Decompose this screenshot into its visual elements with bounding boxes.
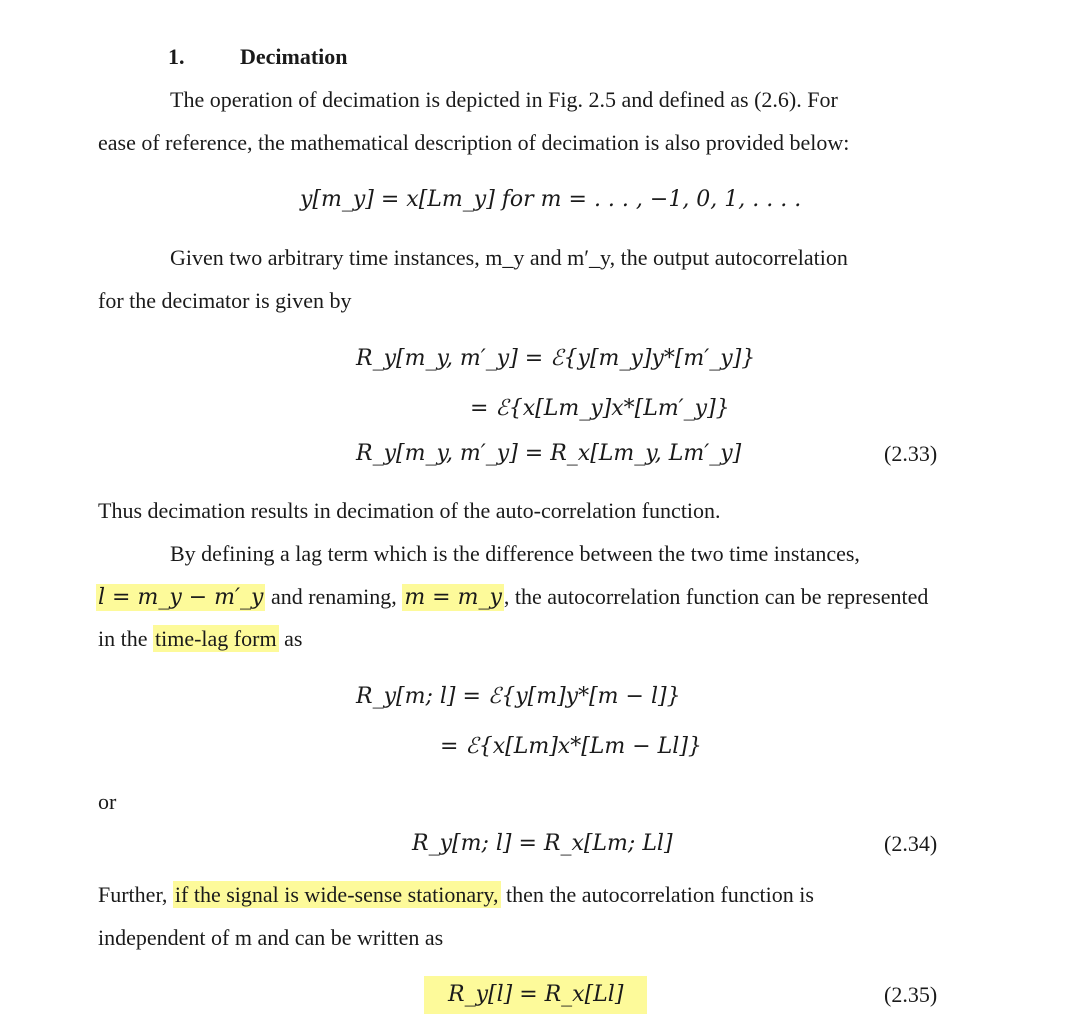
equation-number-2-34: (2.34)	[884, 831, 938, 856]
highlight-lag-definition: l = m_y − m′_y	[98, 585, 264, 610]
section-title: Decimation	[240, 44, 348, 69]
paragraph-5-line-2: independent of m and can be written as	[98, 925, 444, 950]
paragraph-5-line-1	[98, 882, 814, 908]
or-text: or	[98, 789, 117, 814]
paragraph-4-line-2	[96, 584, 928, 611]
equation-2-33-line-3: R_y[m_y, m′_y] = R_x[Lm_y, Lm′_y]	[356, 441, 742, 466]
equation-2-34-line-1: R_y[m; l] = ℰ{y[m]y*[m − l]}	[356, 684, 681, 709]
equation-2-35: R_y[l] = R_x[Ll]	[424, 976, 647, 1014]
equation-decimation: y[m_y] = x[Lm_y] for m = . . . , −1, 0, 1, . . . .	[300, 187, 802, 212]
paragraph-1-line-2: ease of reference, the mathematical description of decimation is also provided below:	[98, 130, 850, 155]
paragraph-5-end: then the autocorrelation function is	[500, 882, 814, 907]
paragraph-4-line-3-start: in the	[98, 626, 153, 651]
paragraph-4-text-end: , the autocorrelation function can be represented	[503, 584, 929, 609]
paragraph-5-start: Further,	[98, 882, 173, 907]
paragraph-3: Thus decimation results in decimation of the auto-correlation function.	[98, 498, 721, 523]
paragraph-4-text: and renaming,	[265, 584, 403, 609]
paragraph-4-line-1: By defining a lag term which is the difference between the two time instances,	[170, 541, 860, 566]
highlight-m-rename: m = m_y	[404, 585, 502, 610]
paragraph-1-line-1: The operation of decimation is depicted in Fig. 2.5 and defined as (2.6). For	[170, 87, 838, 112]
equation-2-34-line-3: R_y[m; l] = R_x[Lm; Ll]	[412, 831, 673, 856]
equation-2-33-line-1: R_y[m_y, m′_y] = ℰ{y[m_y]y*[m′_y]}	[356, 346, 756, 371]
paragraph-2-line-2: for the decimator is given by	[98, 288, 352, 313]
equation-number-2-33: (2.33)	[884, 441, 938, 466]
paragraph-4-line-3-end: as	[278, 626, 303, 651]
highlight-wide-sense-stationary: if the signal is wide-sense stationary,	[174, 882, 499, 907]
paragraph-4-line-3	[98, 626, 302, 652]
paragraph-2-line-1: Given two arbitrary time instances, m_y and m′_y, the output autocorrelation	[170, 245, 848, 270]
equation-number-2-35: (2.35)	[884, 982, 938, 1007]
highlight-time-lag-form: time-lag form	[155, 626, 277, 651]
equation-2-34-line-2: = ℰ{x[Lm]x*[Lm − Ll]}	[440, 734, 702, 759]
section-number: 1.	[168, 44, 185, 69]
equation-2-33-line-2: = ℰ{x[Lm_y]x*[Lm′_y]}	[470, 396, 730, 421]
